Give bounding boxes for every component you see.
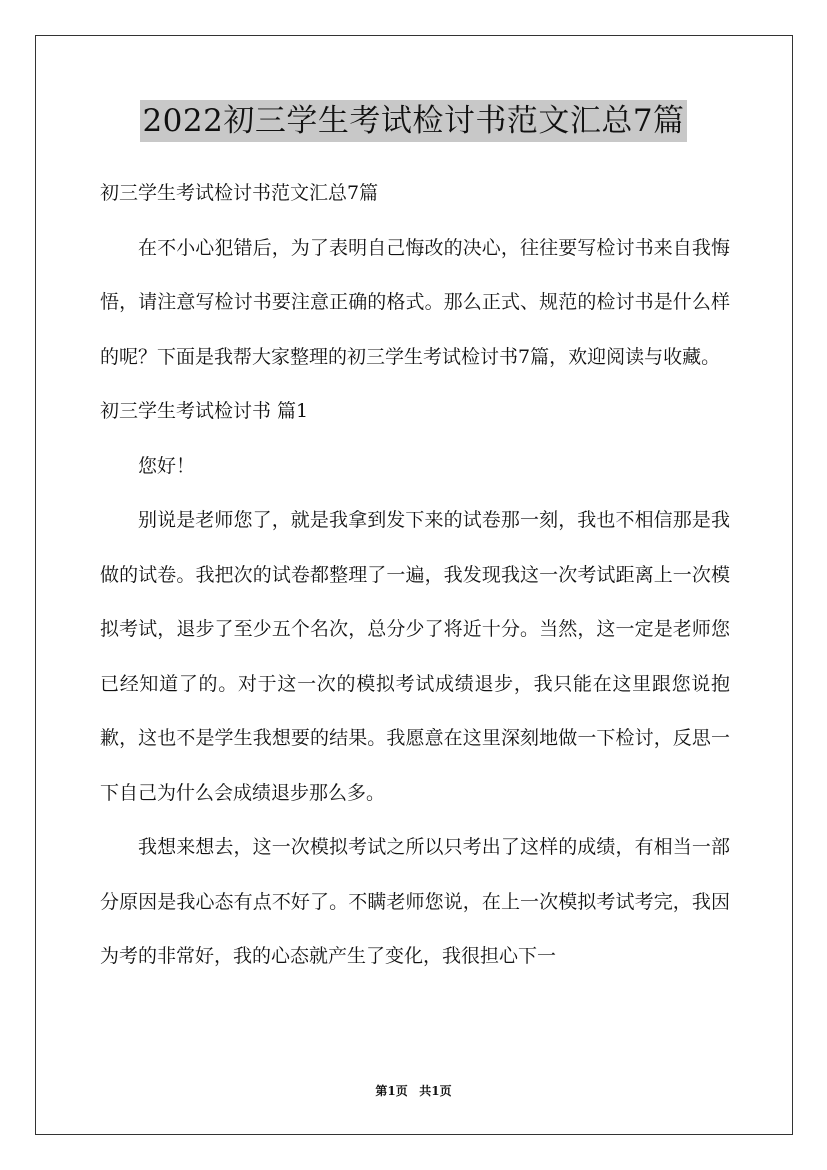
- page-number: 第1页: [375, 1084, 408, 1098]
- section-heading: 初三学生考试检讨书 篇1: [100, 400, 309, 422]
- greeting: 您好！: [138, 454, 196, 477]
- page-total: 共1页: [419, 1084, 452, 1098]
- document-body: [100, 166, 730, 984]
- document-title: 2022初三学生考试检讨书范文汇总7篇: [140, 100, 686, 142]
- body-paragraph: 我想来想去，这一次模拟考试之所以只考出了这样的成绩，有相当一部分原因是我心态有点不好了。不瞒老师您说，在上一次模拟考试考完，我因为考的非常好，我的心态就产生了变化，我很担心下一: [100, 836, 730, 967]
- body-paragraph: 别说是老师您了，就是我拿到发下来的试卷那一刻，我也不相信那是我做的试卷。我把次的试卷都整理了一遍，我发现我这一次考试距离上一次模拟考试，退步了至少五个名次，总分少了将近十分。当然，这一定是老师您已经知道了的。对于这一次的模拟考试成绩退步，我只能在这里跟您说抱歉，这也不是学生我想要的结果。我愿意在这里深刻地做一下检讨，反思一下自己为什么会成绩退步那么多。: [100, 509, 730, 804]
- document-subtitle: 初三学生考试检讨书范文汇总7篇: [100, 182, 379, 204]
- intro-paragraph: 在不小心犯错后，为了表明自己悔改的决心，往往要写检讨书来自我悔悟，请注意写检讨书要注意正确的格式。那么正式、规范的检讨书是什么样的呢？下面是我帮大家整理的初三学生考试检讨书7篇，欢迎阅读与收藏。: [100, 236, 730, 368]
- page-footer: [0, 1082, 827, 1099]
- title-container: [0, 100, 827, 142]
